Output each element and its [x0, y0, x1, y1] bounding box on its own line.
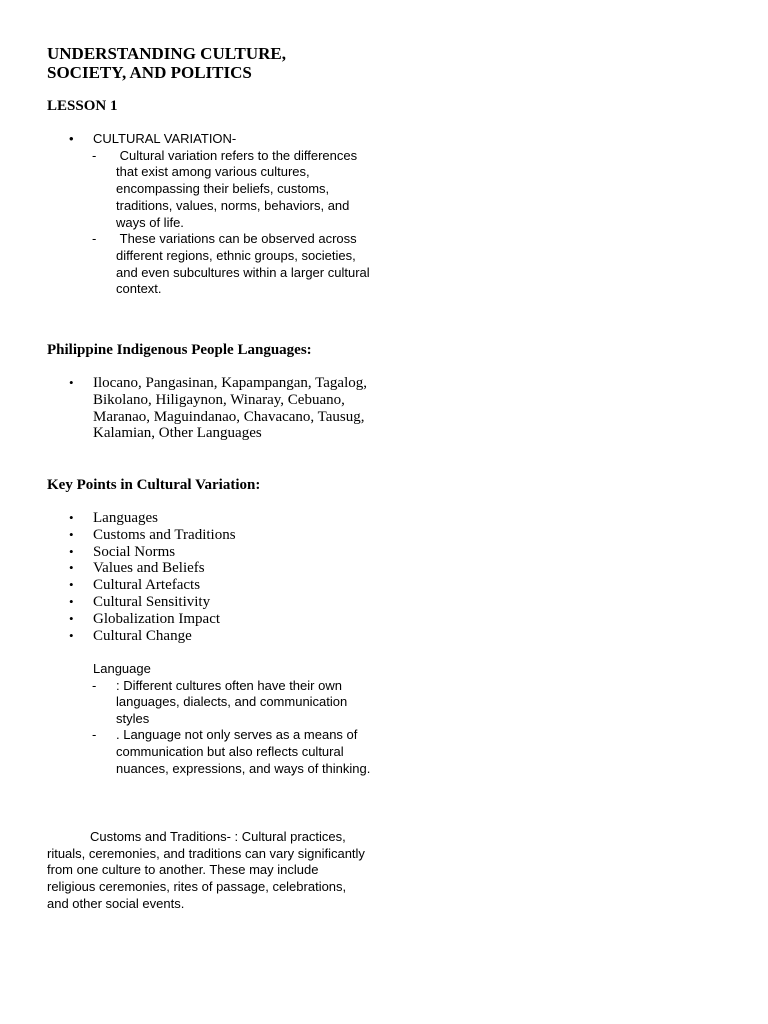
languages-list [47, 375, 369, 442]
key-point-text: Values and Beliefs [93, 560, 205, 577]
language-detail-point-text: . Language not only serves as a means of communication but also reflects cultural nuances, expressions, and ways of thinking. [116, 727, 371, 776]
key-point-text: Cultural Sensitivity [93, 593, 211, 610]
key-point-text: Cultural Artefacts [93, 577, 201, 594]
list-item [47, 375, 369, 442]
list-item [47, 544, 367, 561]
bullet-icon: • [69, 577, 74, 593]
bullet-icon: • [69, 627, 74, 643]
title-line-1: UNDERSTANDING CULTURE, [47, 44, 286, 63]
dash-marker: - [92, 727, 97, 743]
cultural-variation-heading: CULTURAL VARIATION- [93, 131, 237, 146]
language-detail-point-text: : Different cultures often have their own languages, dialects, and communication styles [116, 677, 348, 726]
list-item [47, 594, 367, 611]
languages-heading: Philippine Indigenous People Languages: [47, 342, 312, 358]
bullet-icon: • [69, 560, 74, 576]
lesson-heading: LESSON 1 [47, 98, 118, 114]
document-title [47, 44, 367, 82]
bullet-icon: • [69, 526, 74, 542]
language-detail-heading: Language [93, 661, 151, 676]
list-item [47, 560, 367, 577]
list-item [47, 611, 367, 628]
bullet-icon: • [69, 510, 74, 525]
dash-marker: - [92, 147, 97, 163]
key-point-text: Cultural Change [93, 627, 192, 644]
list-item [47, 628, 367, 645]
title-line-2: SOCIETY, AND POLITICS [47, 63, 252, 82]
key-point-text: Social Norms [93, 543, 176, 560]
language-detail-point [47, 678, 377, 728]
bullet-icon: • [69, 593, 74, 609]
dash-marker: - [92, 677, 97, 693]
list-item [47, 510, 367, 527]
cultural-variation-point-text: These variations can be observed across different regions, ethnic groups, societies, and even subcultures within a larger cultural context. [116, 231, 374, 297]
key-point-text: Customs and Traditions [93, 526, 236, 543]
key-points-heading: Key Points in Cultural Variation: [47, 477, 261, 493]
bullet-icon: • [69, 610, 74, 626]
list-item [47, 527, 367, 544]
cultural-variation-point [47, 148, 377, 232]
cultural-variation-heading-item [47, 131, 377, 148]
cultural-variation-point-text: Cultural variation refers to the differences that exist among various cultures, encompassing their beliefs, customs, traditions, values, norms, behaviors, and ways of life. [116, 147, 361, 230]
key-point-text: Globalization Impact [93, 610, 221, 627]
language-detail-section [47, 661, 377, 777]
bullet-icon: • [69, 131, 74, 146]
languages-list-text: Ilocano, Pangasinan, Kapampangan, Tagalog, Bikolano, Hiligaynon, Winaray, Cebuano, Maranao, Maguindanao, Chavacano, Tausug, Kalamian, Other Languages [93, 375, 368, 442]
list-item [47, 577, 367, 594]
language-detail-point [47, 727, 377, 777]
dash-marker: - [92, 231, 97, 247]
customs-paragraph: Customs and Traditions- : Cultural practices, rituals, ceremonies, and traditions can vary significantly from one culture to another. These may include religious ceremonies, rites of passage, celebrations, and other social events. [47, 829, 365, 911]
bullet-icon: • [69, 375, 74, 390]
cultural-variation-point [47, 231, 377, 298]
bullet-icon: • [69, 543, 74, 559]
cultural-variation-section [47, 131, 377, 298]
key-point-text: Languages [93, 510, 158, 526]
key-points-list [47, 510, 367, 644]
